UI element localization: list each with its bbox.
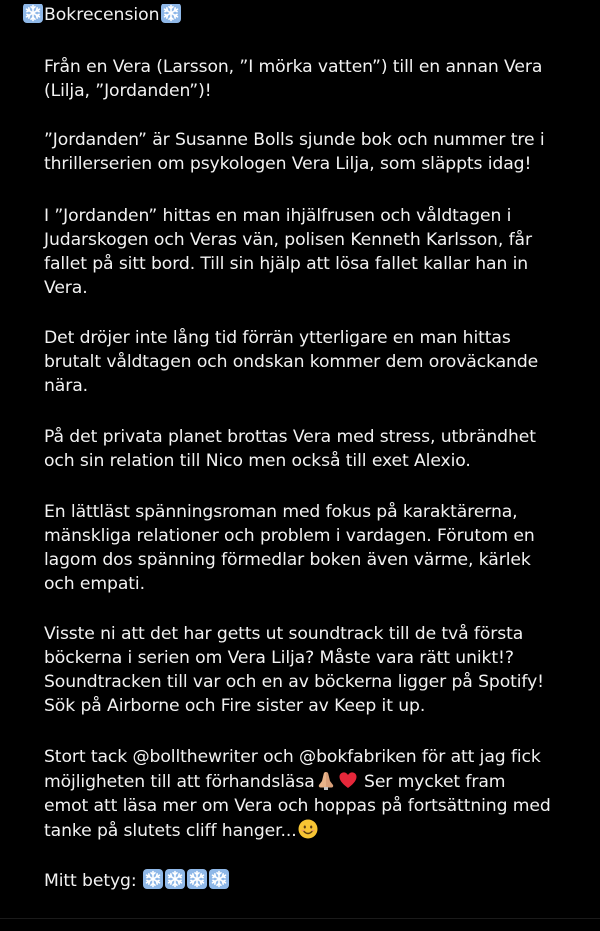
text-line: emot att läsa mer om Vera och hoppas på fortsättning med	[44, 796, 551, 816]
text-line: På det privata planet brottas Vera med stress, utbrändhet	[44, 427, 536, 447]
text-segment: möjligheten till att förhandsläsa	[44, 772, 315, 792]
text-line: Det dröjer inte lång tid förrän ytterligare en man hittas	[44, 328, 511, 348]
text-line: brutalt våldtagen och ondskan kommer dem oroväckande	[44, 352, 539, 372]
text-line: thrillerserien om psykologen Vera Lilja, som släppts idag!	[44, 154, 532, 174]
folded-hands-icon	[315, 769, 337, 791]
text-line: (Lilja, ”Jordanden”)!	[44, 81, 212, 101]
post-header	[22, 2, 182, 28]
smiling-face-icon	[297, 818, 319, 840]
text-line: böckerna i serien om Vera Lilja? Måste vara rätt unikt!?	[44, 648, 514, 668]
post-header-title: Bokrecension	[44, 5, 160, 25]
text-line: ”Jordanden” är Susanne Bolls sjunde bok och nummer tre i	[44, 130, 545, 150]
rating-line	[44, 868, 600, 893]
snowflake-icon	[208, 868, 230, 890]
paragraph	[44, 425, 600, 473]
text-line: lagom dos spänning förmedlar boken även värme, kärlek	[44, 550, 531, 570]
paragraph	[44, 204, 600, 300]
rating-label: Mitt betyg:	[44, 871, 137, 891]
snowflake-icon	[164, 868, 186, 890]
red-heart-icon	[337, 769, 359, 791]
text-line: fallet på sitt bord. Till sin hjälp att lösa fallet kallar han in	[44, 254, 529, 274]
text-line: mänskliga relationer och problem i vardagen. Förutom en	[44, 526, 535, 546]
top-clip	[0, 0, 600, 4]
text-line: Sök på Airborne och Fire sister av Keep it up.	[44, 696, 426, 716]
rating	[44, 868, 600, 893]
text-segment: tanke på slutets cliff hanger...	[44, 821, 297, 841]
text-line	[44, 818, 600, 843]
text-line: Vera.	[44, 278, 88, 298]
text-line: och empati.	[44, 574, 145, 594]
snowflake-icon	[142, 868, 164, 890]
text-line: Judarskogen och Veras vän, polisen Kenneth Karlsson, får	[44, 230, 532, 250]
thanks-paragraph	[44, 745, 600, 843]
text-line: Soundtracken till var och en av böckerna ligger på Spotify!	[44, 672, 544, 692]
snowflake-icon	[186, 868, 208, 890]
text-line: nära.	[44, 376, 88, 396]
text-line: och sin relation till Nico men också till exet Alexio.	[44, 451, 471, 471]
text-line: Från en Vera (Larsson, ”I mörka vatten”) till en annan Vera	[44, 57, 543, 77]
paragraph	[44, 128, 600, 176]
text-line: En lättläst spänningsroman med fokus på karaktärerna,	[44, 502, 518, 522]
paragraph	[44, 326, 600, 398]
paragraph	[44, 55, 600, 103]
text-line	[44, 769, 600, 794]
snowflake-icon	[160, 2, 182, 24]
divider	[0, 918, 600, 919]
text-line: Visste ni att det har getts ut soundtrack till de två första	[44, 624, 524, 644]
paragraph	[44, 500, 600, 596]
text-line: I ”Jordanden” hittas en man ihjälfrusen och våldtagen i	[44, 206, 512, 226]
text-line: Stort tack @bollthewriter och @bokfabriken för att jag fick	[44, 747, 541, 767]
text-segment: Ser mycket fram	[358, 772, 506, 792]
paragraph	[44, 622, 600, 718]
snowflake-icon	[22, 2, 44, 24]
